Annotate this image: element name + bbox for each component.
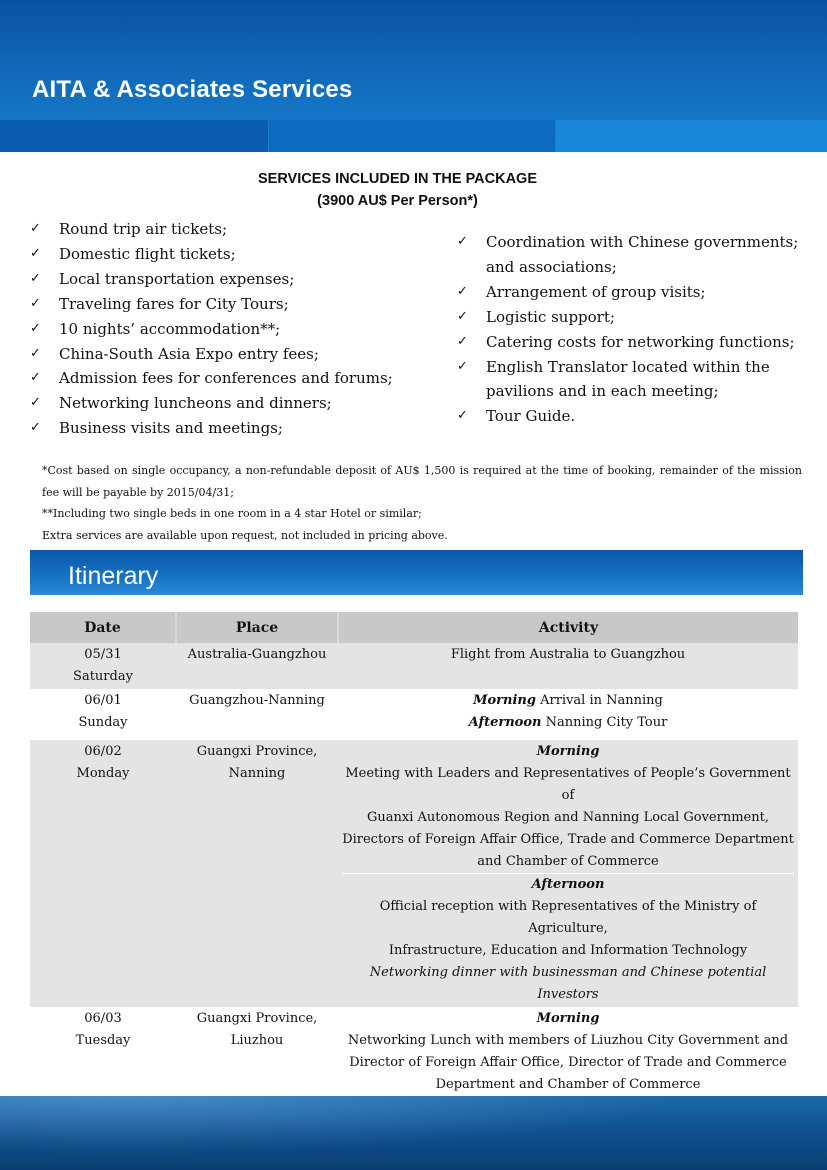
services-list-right xyxy=(457,230,798,429)
list-item-continuation: pavilions and in each meeting; xyxy=(486,382,719,401)
header-band xyxy=(269,120,555,152)
list-item: ✓ Traveling fares for City Tours; xyxy=(30,292,393,317)
list-item: ✓ 10 nights’ accommodation**; xyxy=(30,317,393,342)
company-title: AITA & Associates Services xyxy=(32,76,353,103)
list-item: ✓ English Translator located within the xyxy=(457,355,798,380)
footnotes xyxy=(42,460,802,546)
date-cell: 06/03 Tuesday xyxy=(30,1007,176,1119)
itinerary-table xyxy=(30,612,798,1119)
place-cell: Guangxi Province, Nanning xyxy=(176,740,338,1007)
list-item: ✓ Business visits and meetings; xyxy=(30,416,393,441)
place-cell: Guangzhou-Nanning xyxy=(176,689,338,740)
beds-note: **Including two single beds in one room in a 4 star Hotel or similar; xyxy=(42,507,422,520)
list-item: ✓ Networking luncheons and dinners; xyxy=(30,391,393,416)
checkmark-icon: ✓ xyxy=(30,420,41,436)
list-item: ✓ Domestic flight tickets; xyxy=(30,242,393,267)
checkmark-icon: ✓ xyxy=(457,333,468,349)
checkmark-icon: ✓ xyxy=(457,408,468,424)
checkmark-icon: ✓ xyxy=(457,308,468,324)
checkmark-icon: ✓ xyxy=(30,245,41,261)
checkmark-icon: ✓ xyxy=(30,345,41,361)
package-price: (3900 AU$ Per Person*) xyxy=(317,193,478,209)
list-item: ✓ Logistic support; xyxy=(457,305,798,330)
checkmark-icon: ✓ xyxy=(30,270,41,286)
extra-note: Extra services are available upon request, not included in pricing above. xyxy=(42,528,448,542)
list-item: ✓ Catering costs for networking functions; xyxy=(457,330,798,355)
list-item: ✓ Admission fees for conferences and forums; xyxy=(30,366,393,391)
footer-banner xyxy=(0,1096,827,1170)
header-place: Place xyxy=(176,612,338,643)
date-cell: 05/31 Saturday xyxy=(30,643,176,689)
header-banner xyxy=(0,0,827,152)
checkmark-icon: ✓ xyxy=(457,358,468,374)
checkmark-icon: ✓ xyxy=(457,283,468,299)
table-row xyxy=(30,689,798,740)
header-band xyxy=(0,120,268,152)
checkmark-icon: ✓ xyxy=(457,234,468,249)
place-cell: Australia-Guangzhou xyxy=(176,643,338,689)
checkmark-icon: ✓ xyxy=(30,221,41,236)
list-item: ✓ Coordination with Chinese governments; xyxy=(457,230,798,255)
activity-cell: Morning Meeting with Leaders and Representatives of People’s Government of Guanxi Autonomous Region and Nanning Local Government, Directors of Foreign Affair Office, Trade and Commerce Department and Chamber of Commerce Afternoon Official reception with Representatives of the Ministry of Agriculture, Infrastructure, Education and Information Technology Networking dinner with businessman and Chinese potential Investors xyxy=(338,740,798,1007)
header-band xyxy=(556,120,827,152)
activity-cell: Morning Networking Lunch with members of Liuzhou City Government and Director of Foreign Affair Office, Director of Trade and Commerce Department and Chamber of Commerce xyxy=(338,1007,798,1119)
checkmark-icon: ✓ xyxy=(30,320,41,336)
table-row xyxy=(30,740,798,1007)
header-date: Date xyxy=(30,612,176,643)
list-item: ✓ Arrangement of group visits; xyxy=(457,280,798,305)
list-item-continuation: and associations; xyxy=(486,257,617,276)
cost-note: *Cost based on single occupancy, a non-refundable deposit of AU$ 1,500 is required at the time of booking, remainder of the mission fee will be payable by 2015/04/31; xyxy=(42,464,802,499)
list-item: ✓ Local transportation expenses; xyxy=(30,267,393,292)
header-activity: Activity xyxy=(338,612,798,643)
services-list-left xyxy=(30,217,393,441)
list-item: ✓ Tour Guide. xyxy=(457,404,798,429)
table-header-row xyxy=(30,612,798,643)
place-cell: Guangxi Province, Liuzhou xyxy=(176,1007,338,1119)
date-cell: 06/01 Sunday xyxy=(30,689,176,740)
footer-glow xyxy=(0,1096,827,1170)
itinerary-title: Itinerary xyxy=(68,562,159,590)
list-item: ✓ China-South Asia Expo entry fees; xyxy=(30,342,393,367)
checkmark-icon: ✓ xyxy=(30,295,41,311)
checkmark-icon: ✓ xyxy=(30,370,41,386)
checkmark-icon: ✓ xyxy=(30,395,41,411)
activity-cell: Morning Arrival in Nanning Afternoon Nanning City Tour xyxy=(338,689,798,740)
package-title: SERVICES INCLUDED IN THE PACKAGE xyxy=(257,171,538,187)
itinerary-banner xyxy=(30,550,803,595)
list-item: ✓ Round trip air tickets; xyxy=(30,217,393,242)
activity-cell: Flight from Australia to Guangzhou xyxy=(338,643,798,689)
date-cell: 06/02 Monday xyxy=(30,740,176,1007)
table-row xyxy=(30,643,798,689)
